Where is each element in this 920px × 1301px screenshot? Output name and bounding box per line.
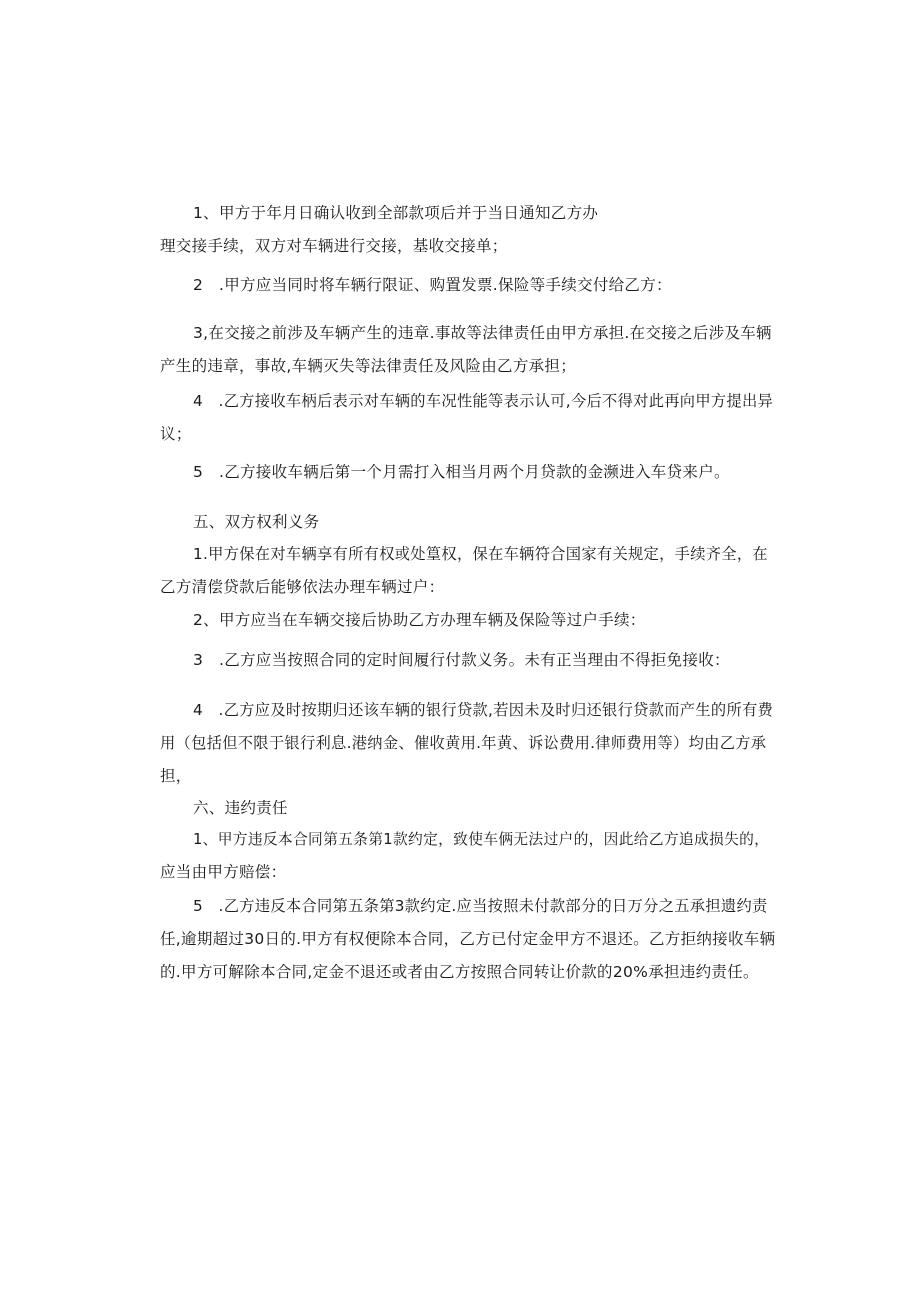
clause-line-16: 1、甲方违反本合同第五条第1款约定，致使车俩无法过户的，因此给乙方追成损失的， bbox=[193, 831, 770, 848]
clause-line-18: 5 .乙方违反本合同第五条第3款约定.应当按照未付款部分的日万分之五承担遗约责 bbox=[193, 897, 768, 915]
clause-line-14: 用（包括但不限于银行利息.港纳金、催收黄用.年黄、诉讼费用.律师费用等）均由乙方承 bbox=[160, 734, 767, 752]
clause-line-19: 任,逾期超过30日的.甲方有权便除本合同，乙方已付定金甲方不退还。乙方拒纳接收车辆 bbox=[160, 930, 776, 948]
clause-line-4: 3,在交接之前涉及车辆产生的违章.事故等法律责任由甲方承担.在交接之后涉及车辆 bbox=[193, 324, 772, 342]
clause-line-9: 1.甲方保在对车辆享有所有权或处篁权，保在车辆符合国家有关规定，手续齐全，在 bbox=[193, 545, 768, 563]
clause-line-11: 2、甲方应当在车辆交接后协助乙方办理车辆及保险等过户手续： bbox=[193, 611, 646, 629]
clause-line-12: 3 .乙方应当按照合同的定时间履行付款义务。未有正当理由不得拒免接收： bbox=[193, 651, 730, 669]
clause-line-10: 乙方清偿贷款后能够依法办理车辆过户： bbox=[160, 578, 445, 596]
clause-line-15: 担， bbox=[160, 767, 192, 785]
section-heading-liability: 六、违约责任 bbox=[193, 799, 288, 817]
clause-line-2: 理交接手续，双方对车辆进行交接，基收交接单； bbox=[160, 237, 508, 255]
clause-line-5: 产生的违章，事故,车辆灭失等法律责任及风险由乙方承担； bbox=[160, 357, 577, 375]
clause-line-3: 2 .甲方应当同时将车辆行限证、购置发票.保险等手续交付给乙方： bbox=[193, 276, 672, 294]
clause-line-17: 应当由甲方赔偿： bbox=[160, 863, 287, 881]
clause-line-13: 4 .乙方应及时按期归还该车辆的银行贷款,若因未及时归还银行贷款而产生的所有费 bbox=[193, 701, 774, 719]
clause-line-20: 的.甲方可解除本合同,定金不退还或者由乙方按照合同转让价款的20%承担违约责任。 bbox=[160, 963, 759, 981]
section-heading-rights: 五、双方权利义务 bbox=[193, 513, 320, 531]
clause-line-8: 5 .乙方接收车辆后第一个月需打入相当月两个月贷款的金濒进入车贷来户。 bbox=[193, 463, 730, 481]
clause-line-1: 1、甲方于年月日确认收到全部款项后并于当日通知乙方办 bbox=[193, 204, 599, 222]
clause-line-7: 议； bbox=[160, 425, 192, 443]
clause-line-6: 4 .乙方接收车柄后表示对车辆的车况性能等表示认可,今后不得对此再向甲方提出异 bbox=[193, 392, 774, 410]
